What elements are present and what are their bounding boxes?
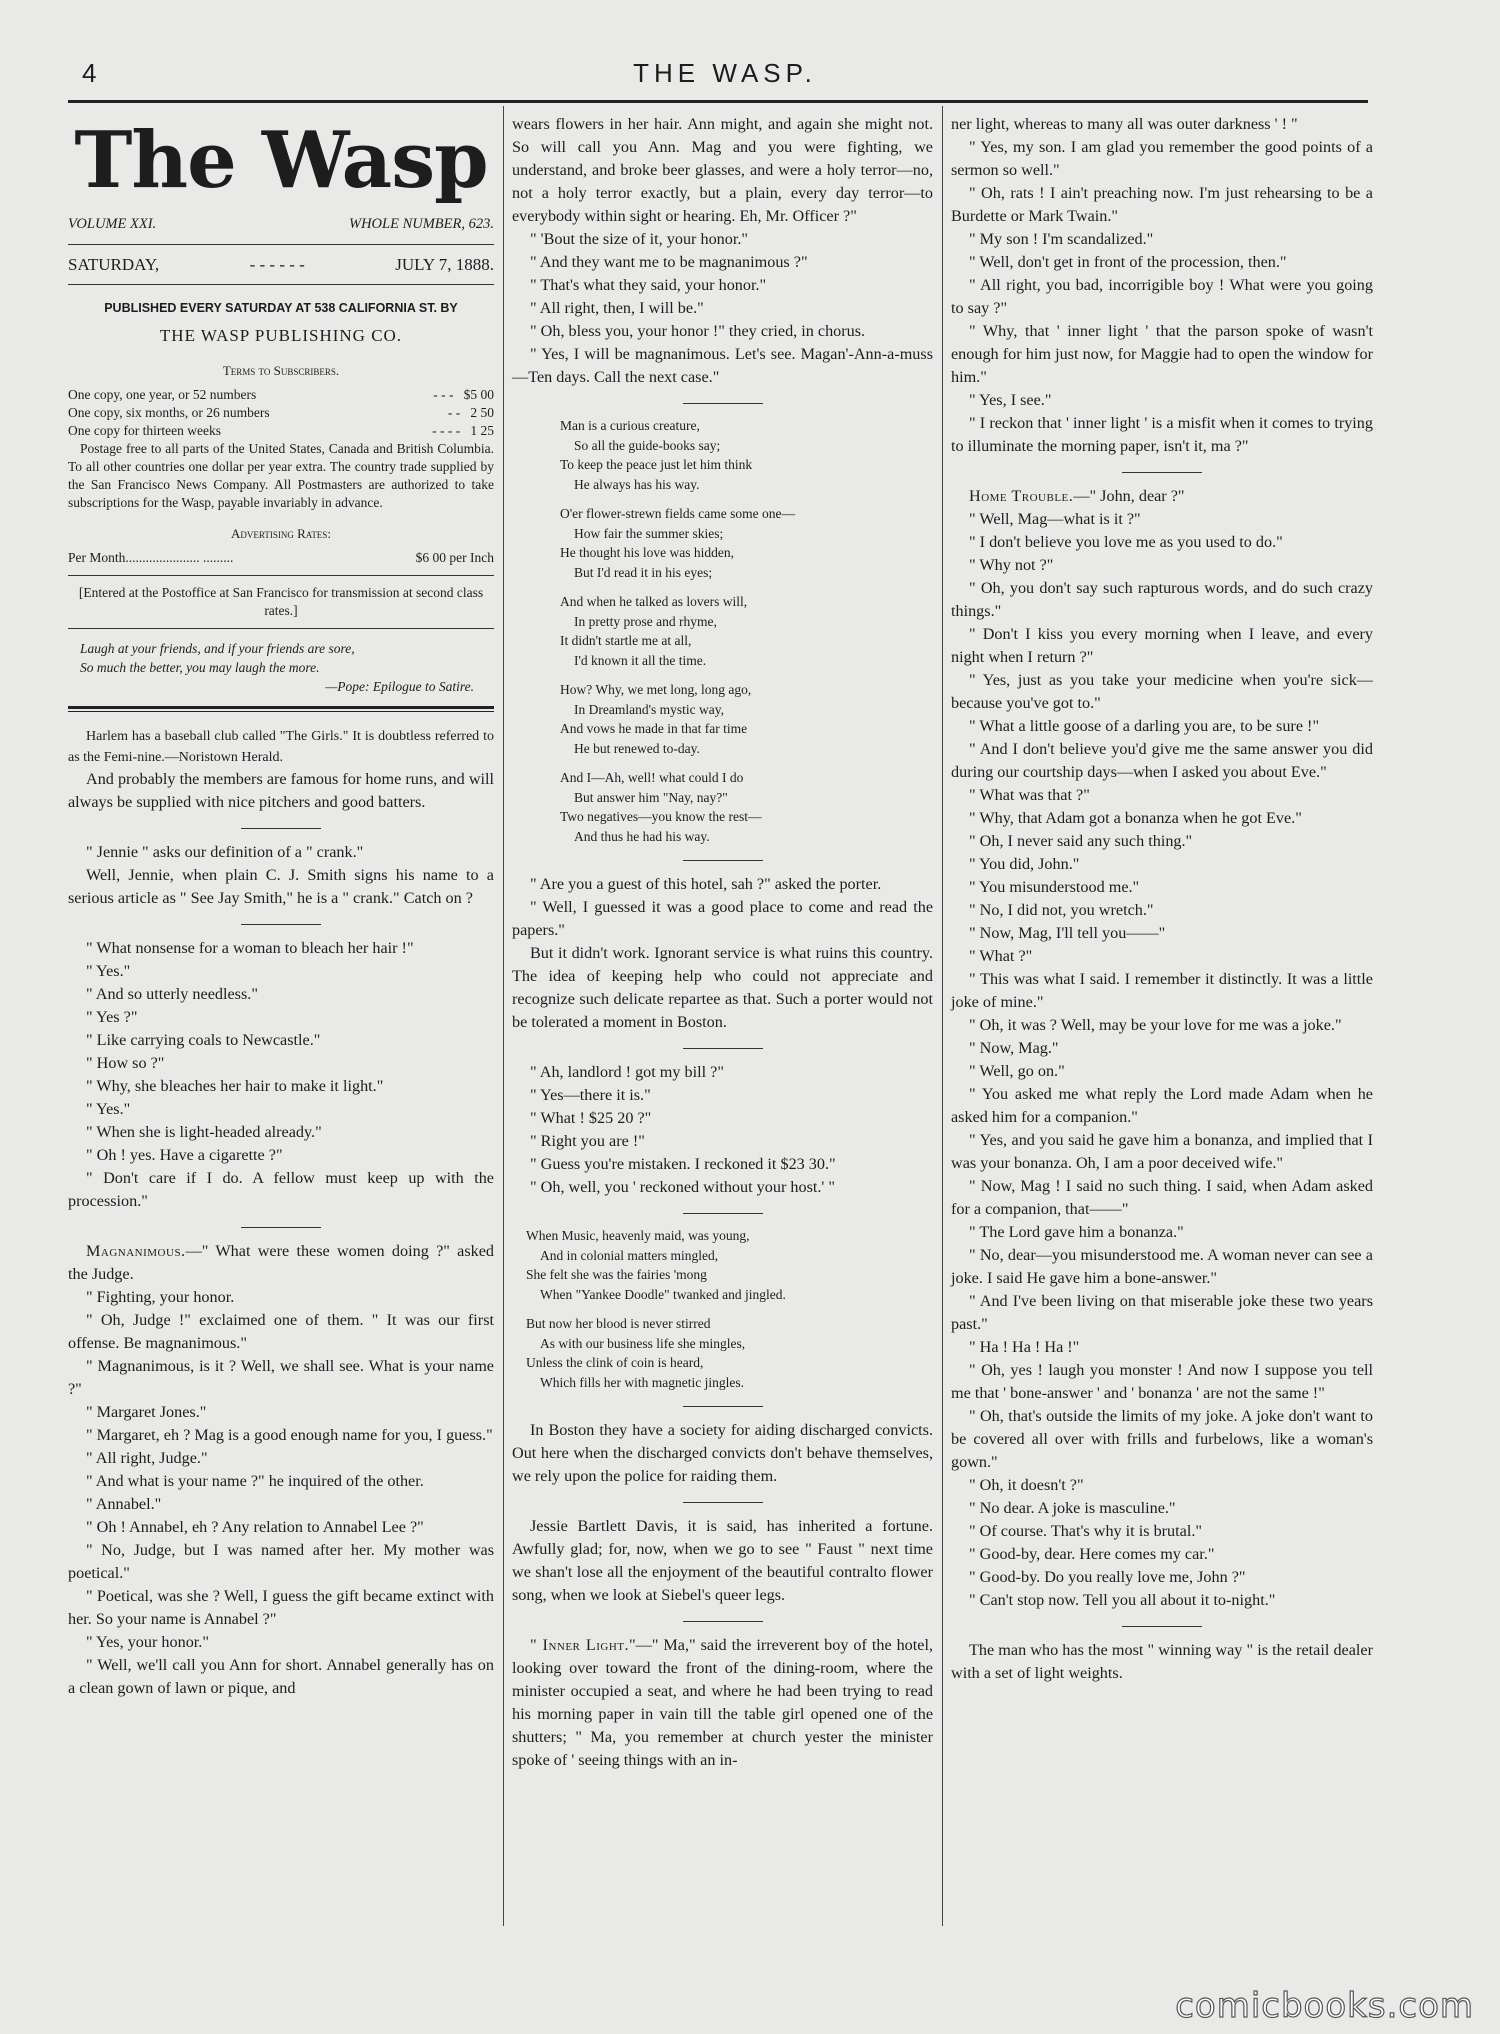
day: SATURDAY, bbox=[68, 255, 160, 274]
masthead-title: The Wasp bbox=[74, 115, 488, 206]
terms-heading: Terms to Subscribers. bbox=[222, 363, 340, 378]
postage-notice: Postage free to all parts of the United States, Canada and British Columbia. To all other countries one dollar per year extra. The country trade supplied by the San Francisco News Company. All Postmasters are authorized to take subscriptions for the Wasp, payable invariably in advance. bbox=[68, 441, 494, 510]
article-hotel: " Are you a guest of this hotel, sah ?" asked the porter. " Well, I guessed it was a good place to come and read the papers." But it didn't work. Ignorant service is what ruins this country. The idea of keeping help who could not appreciate and recognize such delicate repartee as that. Such a porter would not be tolerated a moment in Boston. bbox=[512, 875, 933, 1031]
advertising-heading: Advertising Rates: bbox=[231, 526, 331, 541]
article-crank-question: " Jennie " asks our definition of a " crank." bbox=[86, 843, 364, 861]
volume: VOLUME XXI. bbox=[68, 216, 157, 232]
date-dashes: - - - - - - bbox=[249, 255, 305, 274]
running-head bbox=[70, 58, 1380, 98]
poem-music: When Music, heavenly maid, was young, And in colonial matters mingled, She felt she was the fairies 'mong When "Yankee Doodle" twanked and jingled. But now her blood is never stirred As with our business life she mingles, Unless the clink of coin is heard, Which fills her with magnetic jingles. bbox=[526, 1228, 786, 1390]
inner-light-heading: " Inner Light. bbox=[530, 1636, 630, 1654]
divider bbox=[68, 284, 494, 285]
separator bbox=[683, 1048, 763, 1049]
divider bbox=[68, 244, 494, 245]
terms-row: One copy, six months, or 26 numbers - - 2 50 bbox=[68, 405, 494, 420]
article-magnanimous: Magnanimous.—" What were these women doing ?" asked the Judge. " Fighting, your honor. " Oh, Judge !" exclaimed one of them. " It was our first offense. Be magnanimous." " Magnanimous, is it ? Well, we shall see. What is your name ?" " Margaret Jones." " Margaret, eh ? Mag is a good enough name for you, I guess." " All right, Judge." " And what is your name ?" he inquired of the other. " Annabel." " Oh ! Annabel, eh ? Any relation to Annabel Lee ?" " No, Judge, but I was named after her. My mother was poetical." " Poetical, was she ? Well, I guess the gift became extinct with her. So your name is Annabel ?" " Yes, your honor." " Well, we'll call you Ann for short. Annabel generally has on a clean gown of lawn or pique, and bbox=[68, 1242, 494, 1697]
column-2 bbox=[512, 113, 933, 1772]
article-crank-answer: Well, Jennie, when plain C. J. Smith signs his name to a serious article as " See Jay Smith," he is a " crank." Catch on ? bbox=[68, 866, 494, 907]
home-trouble-heading: Home Trouble. bbox=[969, 487, 1074, 505]
separator bbox=[683, 1406, 763, 1407]
column-3 bbox=[951, 113, 1373, 1685]
watermark: comicbooks.com bbox=[1175, 1986, 1474, 2026]
advertising-rate: Per Month...................... ......... $6 00 per Inch bbox=[68, 550, 494, 565]
article-bleach: " What nonsense for a woman to bleach her hair !" " Yes." " And so utterly needless." " Yes ?" " Like carrying coals to Newcastle." " How so ?" " Why, she bleaches her hair to make it light." " Yes." " When she is light-headed already." " Oh ! yes. Have a cigarette ?" " Don't care if I do. A fellow must keep up with the procession." bbox=[68, 939, 494, 1210]
separator bbox=[1122, 472, 1202, 473]
separator bbox=[241, 828, 321, 829]
motto: Laugh at your friends, and if your friends are sore, So much the better, you may laugh the more. —Pope: Epilogue to Satire. bbox=[80, 641, 474, 694]
terms-list bbox=[68, 386, 494, 440]
separator bbox=[683, 860, 763, 861]
double-rule bbox=[68, 706, 494, 712]
article-harlem: Harlem has a baseball club called "The Girls." It is doubtless referred to as the Femi-nine.—Noristown Herald. bbox=[68, 729, 494, 765]
volume-line bbox=[68, 213, 494, 236]
column-rule-2 bbox=[942, 106, 943, 1926]
terms-row: One copy, one year, or 52 numbers - - - $5 00 bbox=[68, 387, 494, 402]
running-title: THE WASP. bbox=[633, 58, 817, 88]
article-boston: In Boston they have a society for aiding discharged convicts. Out here when the discharged convicts don't behave themselves, we rely upon the police for raiding them. bbox=[512, 1421, 933, 1485]
article-magnanimous-continued: wears flowers in her hair. Ann might, and again she might not. So will call you Ann. Mag and you were fighting, we understand, and broke beer glasses, and were a holy terror—no, not a holy terror exactly, but a plain, every day terror—to everybody within sight or hearing. Eh, Mr. Officer ?" " 'Bout the size of it, your honor." " And they want me to be magnanimous ?" " That's what they said, your honor." " All right, then, I will be." " Oh, bless you, your honor !" they cried, in chorus. " Yes, I will be magnanimous. Let's see. Magan'-Ann-a-muss—Ten days. Call the next case." bbox=[512, 115, 933, 386]
column-rule-1 bbox=[503, 106, 504, 1926]
postoffice-notice: [Entered at the Postoffice at San Francisco for transmission at second class rates.] bbox=[78, 585, 484, 618]
article-inner-light-continued: ner light, whereas to many all was outer darkness ' ! " " Yes, my son. I am glad you remember the good points of a sermon so well." " Oh, rats ! I ain't preaching now. I'm just rehearsing to be a Burdette or Mark Twain." " My son ! I'm scandalized." " Well, don't get in front of the procession, then." " All right, you bad, incorrigible boy ! What were you going to say ?" " Why, that ' inner light ' that the parson spoke of wasn't enough for him just now, for Maggie had to open the window for him." " Yes, I see." " I reckon that ' inner light ' is a misfit when it comes to trying to illuminate the morning paper, isn't it, ma ?" bbox=[951, 115, 1373, 455]
article-harlem-reply: And probably the members are famous for home runs, and will always be supplied with nice pitchers and good batters. bbox=[68, 770, 494, 811]
separator bbox=[683, 1502, 763, 1503]
article-inner-light: " Inner Light."—" Ma," said the irreverent boy of the hotel, looking over toward the front of the dining-room, where the minister occupied a seat, and where he had been trying to read his morning paper in vain till the table girl opened one of the shutters; " Ma, you remember at church yester the minister spoke of ' seeing things with an in- bbox=[512, 1636, 933, 1769]
separator bbox=[241, 924, 321, 925]
article-home-trouble: Home Trouble.—" John, dear ?" " Well, Mag—what is it ?" " I don't believe you love me as you used to do." " Why not ?" " Oh, you don't say such rapturous words, and do such crazy things." " Don't I kiss you every morning when I leave, and every night when I return ?" " Yes, just as you take your medicine when you're sick—because you've got to." " What a little goose of a darling you are, to be sure !" " And I don't believe you'd give me the same answer you did during our courtship days—when I asked you about Eve." " What was that ?" " Why, that Adam got a bonanza when he got Eve." " Oh, I never said any such thing." " You did, John." " You misunderstood me." " No, I did not, you wretch." " Now, Mag, I'll tell you——" " What ?" " This was what I said. I remember it distinctly. It was a little joke of mine." " Oh, it was ? Well, may be your love for me was a joke." " Now, Mag." " Well, go on." " You asked me what reply the Lord made Adam when he asked him for a companion." " Yes, and you said he gave him a bonanza, and implied that I was your bonanza. Oh, I am a poor deceived wife." " Now, Mag ! I said no such thing. I said, when Adam asked for a companion, that——" " The Lord gave him a bonanza." " No, dear—you misunderstood me. A woman never can see a joke. I said He gave him a bone-answer." " And I've been living on that miserable joke these two years past." " Ha ! Ha ! Ha !" " Oh, yes ! laugh you monster ! And now I suppose you tell me that ' bone-answer ' and ' bonanza ' are not the same !" " Oh, that's outside the limits of my joke. A joke don't want to be covered all over with frills and furbelows, like a woman's gown." " Oh, it doesn't ?" " No dear. A joke is masculine." " Of course. That's why it is brutal." " Good-by, dear. Here comes my car." " Good-by. Do you really love me, John ?" " Can't stop now. Tell you all about it to-night." bbox=[951, 487, 1373, 1609]
date-line bbox=[68, 253, 494, 276]
poem-his-way: Man is a curious creature, So all the guide-books say; To keep the peace just let him think He always has his way. O'er flower-strewn fields came some one— How fair the summer skies; He thought his love was hidden, But I'd read it in his eyes; And when he talked as lovers will, In pretty prose and rhyme, It didn't startle me at all, I'd known it all the time. How? Why, we met long, long ago, In Dreamland's mystic way, And vows he made in that far time He but renewed to-day. And I—Ah, well! what could I do But answer him "Nay, nay?" Two negatives—you know the rest— And thus he had his way. bbox=[560, 418, 795, 844]
terms-row: One copy for thirteen weeks - - - - 1 25 bbox=[68, 423, 494, 438]
article-jessie: Jessie Bartlett Davis, it is said, has inherited a fortune. Awfully glad; for, now, when we go to see " Faust " next time we shan't lose all the enjoyment of the beautiful contralto flower song, when we look at Siebel's queer legs. bbox=[512, 1517, 933, 1604]
divider bbox=[68, 628, 494, 629]
separator bbox=[683, 1213, 763, 1214]
publisher: THE WASP PUBLISHING CO. bbox=[159, 326, 403, 345]
column-1 bbox=[68, 113, 494, 1700]
separator bbox=[683, 1621, 763, 1622]
magnanimous-heading: Magnanimous. bbox=[86, 1242, 186, 1260]
whole-number: WHOLE NUMBER, 623. bbox=[349, 216, 494, 232]
divider bbox=[68, 575, 494, 576]
separator bbox=[683, 403, 763, 404]
header-rule bbox=[68, 100, 1368, 103]
separator bbox=[1122, 1626, 1202, 1627]
separator bbox=[241, 1227, 321, 1228]
issue-date: JULY 7, 1888. bbox=[395, 255, 494, 274]
published-line: PUBLISHED EVERY SATURDAY AT 538 CALIFORNIA ST. BY bbox=[104, 301, 458, 315]
article-landlord: " Ah, landlord ! got my bill ?" " Yes—there it is." " What ! $25 20 ?" " Right you are !" " Guess you're mistaken. I reckoned it $23 30." " Oh, well, you ' reckoned without your host.' " bbox=[530, 1063, 836, 1196]
page-number: 4 bbox=[82, 58, 97, 88]
article-winning-way: The man who has the most " winning way " is the retail dealer with a set of light weights. bbox=[951, 1641, 1373, 1682]
